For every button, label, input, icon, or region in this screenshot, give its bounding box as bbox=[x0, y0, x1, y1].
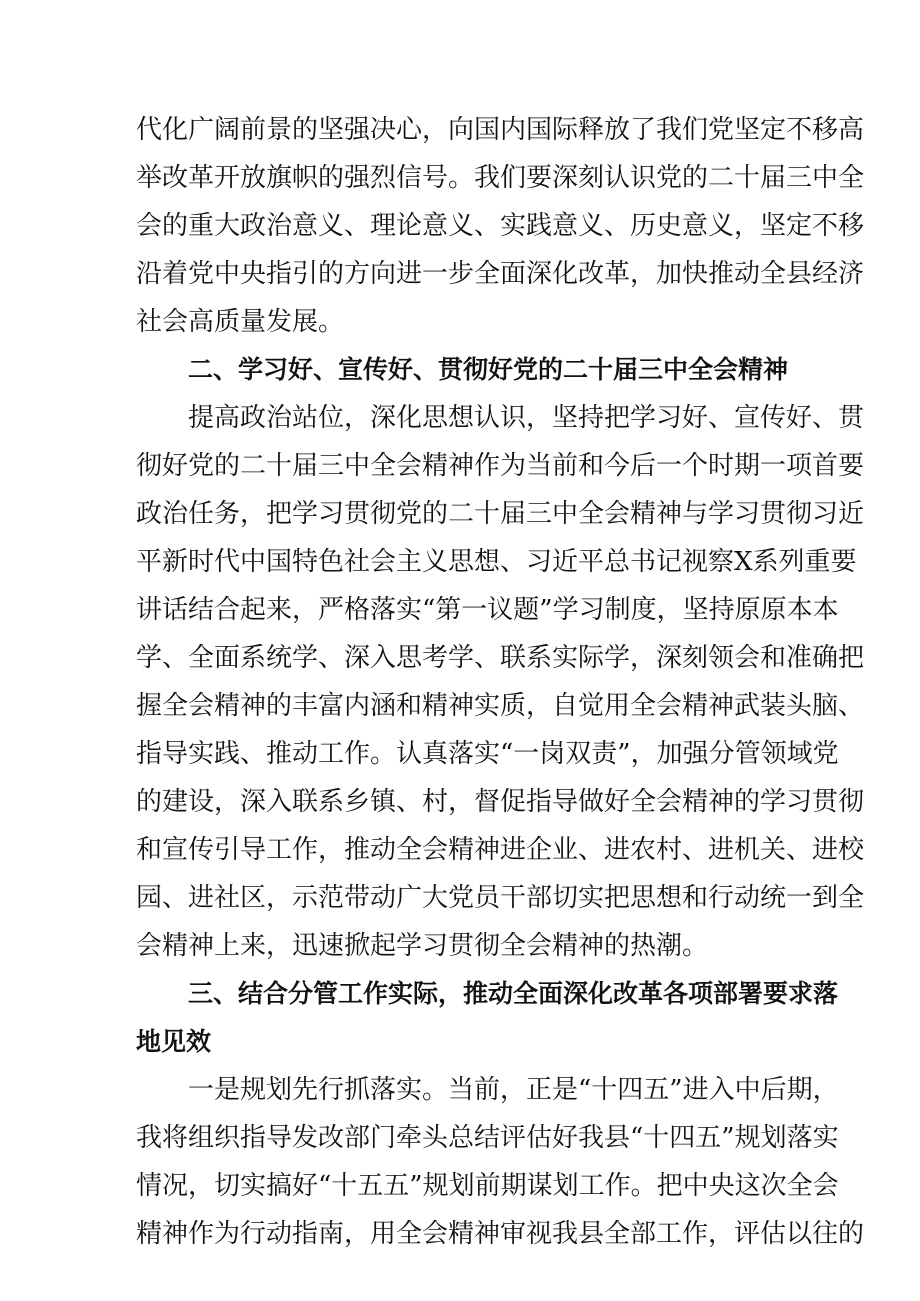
text-line: 政治任务，把学习贯彻党的二十届三中全会精神与学习贯彻习近 bbox=[136, 499, 865, 529]
text-line: 的建设，深入联系乡镇、村，督促指导做好全会精神的学习贯彻 bbox=[136, 787, 865, 817]
section-heading: 三、结合分管工作实际，推动全面深化改革各项部署要求落 bbox=[188, 979, 839, 1008]
text-line: 社会高质量发展。 bbox=[136, 307, 345, 337]
text-line: 情况，切实搞好“十五五”规划前期谋划工作。把中央这次全会 bbox=[136, 1171, 839, 1201]
text-line: 会的重大政治意义、理论意义、实践意义、历史意义，坚定不移 bbox=[136, 211, 865, 241]
section-heading-continued: 地见效 bbox=[136, 1027, 212, 1056]
text-line: 握全会精神的丰富内涵和精神实质，自觉用全会精神武装头脑、 bbox=[136, 691, 865, 721]
text-line: 我将组织指导发改部门牵头总结评估好我县“十四五”规划落实 bbox=[136, 1123, 839, 1153]
text-line: 讲话结合起来，严格落实“第一议题”学习制度，坚持原原本本 bbox=[136, 595, 839, 625]
text-line: 和宣传引导工作，推动全会精神进企业、进农村、进机关、进校 bbox=[136, 835, 865, 865]
text-line: 会精神上来，迅速掀起学习贯彻全会精神的热潮。 bbox=[136, 931, 709, 961]
text-line: 平新时代中国特色社会主义思想、习近平总书记视察X系列重要 bbox=[136, 547, 857, 577]
text-line: 一是规划先行抓落实。当前，正是“十四五”进入中后期， bbox=[188, 1075, 839, 1105]
text-line: 彻好党的二十届三中全会精神作为当前和今后一个时期一项首要 bbox=[136, 451, 865, 481]
text-line: 举改革开放旗帜的强烈信号。我们要深刻认识党的二十届三中全 bbox=[136, 163, 865, 193]
text-line: 提高政治站位，深化思想认识，坚持把学习好、宣传好、贯 bbox=[188, 403, 865, 433]
text-line: 精神作为行动指南，用全会精神审视我县全部工作，评估以往的 bbox=[136, 1219, 865, 1249]
section-heading: 二、学习好、宣传好、贯彻好党的二十届三中全会精神 bbox=[188, 355, 789, 384]
text-line: 园、进社区，示范带动广大党员干部切实把思想和行动统一到全 bbox=[136, 883, 865, 913]
text-line: 沿着党中央指引的方向进一步全面深化改革，加快推动全县经济 bbox=[136, 259, 865, 289]
text-line: 学、全面系统学、深入思考学、联系实际学，深刻领会和准确把 bbox=[136, 643, 865, 673]
text-line: 指导实践、推动工作。认真落实“一岗双责”，加强分管领域党 bbox=[136, 739, 839, 769]
text-line: 代化广阔前景的坚强决心，向国内国际释放了我们党坚定不移高 bbox=[136, 115, 865, 145]
